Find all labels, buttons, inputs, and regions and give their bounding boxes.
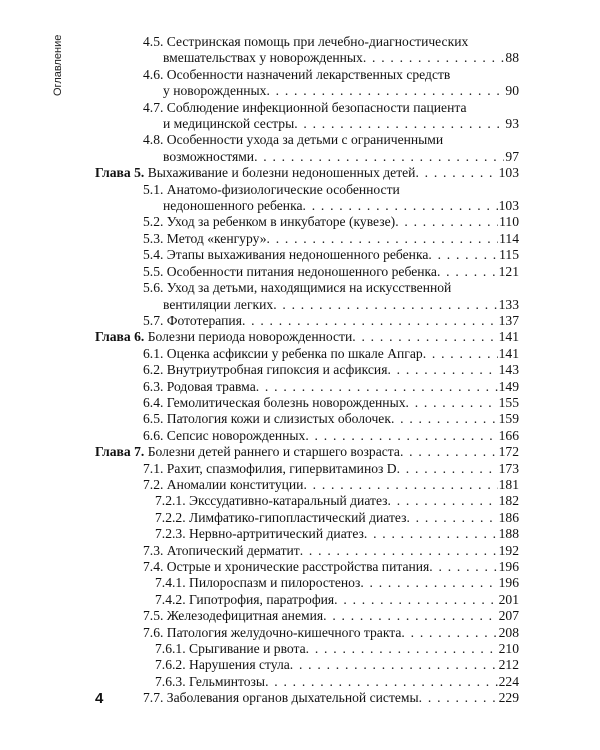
- toc-entry-title: Нервно-артритический диатез: [189, 526, 364, 542]
- dot-leader: [267, 231, 499, 247]
- toc-section-entry[interactable]: [95, 674, 519, 690]
- dot-leader: [429, 559, 497, 575]
- toc-page-number: 155: [498, 394, 519, 410]
- toc-section-entry[interactable]: [95, 690, 519, 706]
- toc-entry-number: 7.2.3.: [155, 526, 186, 542]
- toc-entry-line: [155, 674, 519, 690]
- toc-entry-text: [143, 313, 242, 329]
- toc-entry-title: Уход за детьми, находящимися на искусственной: [166, 280, 452, 296]
- toc-entry-text: [143, 379, 256, 395]
- toc-entry-title: Фототерапия: [166, 312, 242, 328]
- toc-entry-line: [143, 100, 519, 116]
- toc-entry-text: [143, 100, 467, 115]
- toc-entry-number: 6.2.: [143, 362, 164, 378]
- toc-section-entry[interactable]: [95, 411, 519, 427]
- dot-leader: [428, 247, 498, 263]
- toc-entry-number: 6.1.: [143, 345, 164, 361]
- dot-leader: [305, 428, 497, 444]
- toc-entry-line: [143, 428, 519, 444]
- toc-entry-number: 6.6.: [143, 427, 164, 443]
- toc-section-entry[interactable]: [95, 477, 519, 493]
- toc-entry-title: Особенности ухода за детьми с ограниченными: [166, 132, 444, 148]
- toc-entry-text: [143, 214, 395, 230]
- toc-entry-number: 4.8.: [143, 132, 164, 148]
- toc-entry-number: 7.7.: [143, 690, 164, 706]
- toc-entry-number: 5.4.: [143, 247, 164, 263]
- toc-entry-title: вентиляции легких: [163, 296, 274, 312]
- dot-leader: [303, 198, 498, 214]
- toc-entry-line: [143, 608, 519, 624]
- toc-page-number: 186: [498, 509, 519, 525]
- toc-entry-title: недоношенного ребенка: [163, 198, 303, 214]
- toc-entry-title: Аномалии конституции: [166, 476, 304, 492]
- toc-entry-text: [143, 362, 387, 378]
- toc-entry-line: [143, 83, 519, 99]
- page-number: 4: [95, 690, 104, 707]
- toc-entry-number: 7.4.1.: [155, 575, 186, 591]
- toc-entry-text: [95, 444, 400, 460]
- toc-section-entry[interactable]: [95, 592, 519, 608]
- toc-entry-number: 5.6.: [143, 280, 164, 296]
- toc-entry-text: [143, 477, 303, 493]
- toc-page-number: 143: [498, 362, 519, 378]
- dot-leader: [388, 493, 498, 509]
- toc-entry-line: [143, 625, 519, 641]
- toc-entry-title: Атопический дерматит: [166, 542, 300, 558]
- dot-leader: [290, 657, 498, 673]
- toc-entry-line: [95, 165, 519, 181]
- toc-page-number: 182: [498, 493, 519, 509]
- toc-entry-number: 7.4.2.: [155, 591, 186, 607]
- toc-entry-number: 6.3.: [143, 378, 164, 394]
- dot-leader: [363, 50, 505, 66]
- toc-entry-title: Патология кожи и слизистых оболочек: [166, 411, 391, 427]
- toc-entry-text: [143, 395, 406, 411]
- dot-leader: [400, 444, 498, 460]
- toc-section-entry[interactable]: [95, 346, 519, 362]
- toc-entry-line: [143, 50, 519, 66]
- toc-entry-number: 7.6.2.: [155, 657, 186, 673]
- table-of-contents: [95, 34, 519, 707]
- toc-entry-title: Рахит, спазмофилия, гипервитаминоз D: [166, 460, 397, 476]
- toc-entry-title: Срыгивание и рвота: [189, 641, 306, 657]
- toc-section-entry[interactable]: [95, 657, 519, 673]
- dot-leader: [266, 83, 504, 99]
- toc-entry-text: [143, 231, 267, 247]
- toc-section-entry[interactable]: [95, 641, 519, 657]
- dot-leader: [415, 165, 497, 181]
- toc-entry-title: Нарушения стула: [189, 657, 290, 673]
- toc-entry-title: возможностями: [163, 148, 255, 164]
- toc-entry-title: Этапы выхаживания недоношенного ребенка: [166, 247, 429, 263]
- toc-page-number: 149: [498, 378, 519, 394]
- toc-entry-text: [155, 641, 306, 657]
- toc-page-number: 88: [505, 50, 519, 66]
- toc-page-number: 97: [505, 148, 519, 164]
- toc-page-number: 137: [498, 312, 519, 328]
- toc-page-number: 201: [498, 591, 519, 607]
- toc-section-entry[interactable]: [95, 395, 519, 411]
- toc-section-entry[interactable]: [95, 34, 519, 67]
- toc-entry-title: Гемолитическая болезнь новорожденных: [166, 394, 406, 410]
- toc-entry-number: Глава 5.: [95, 165, 145, 181]
- toc-entry-line: [143, 477, 519, 493]
- dot-leader: [406, 395, 498, 411]
- toc-entry-text: [143, 411, 391, 427]
- toc-entry-line: [143, 346, 519, 362]
- toc-entry-text: [95, 329, 352, 345]
- toc-entry-title: Особенности назначений лекарственных средств: [166, 66, 451, 82]
- toc-entry-title: Лимфатико-гипопластический диатез: [189, 509, 407, 525]
- dot-leader: [242, 313, 498, 329]
- toc-page-number: 133: [498, 296, 519, 312]
- toc-entry-line: [143, 362, 519, 378]
- toc-section-entry[interactable]: [95, 100, 519, 133]
- dot-leader: [265, 674, 498, 690]
- toc-entry-number: Глава 7.: [95, 444, 145, 460]
- toc-entry-text: [155, 592, 334, 608]
- toc-entry-line: [143, 34, 519, 50]
- toc-entry-title: Внутриутробная гипоксия и асфиксия: [166, 362, 388, 378]
- dot-leader: [300, 543, 498, 559]
- dot-leader: [397, 461, 498, 477]
- dot-leader: [273, 297, 497, 313]
- toc-entry-text: [163, 198, 303, 214]
- toc-entry-line: [143, 214, 519, 230]
- toc-entry-number: 7.2.2.: [155, 509, 186, 525]
- dot-leader: [323, 608, 497, 624]
- toc-entry-number: 5.3.: [143, 230, 164, 246]
- toc-page-number: 210: [498, 641, 519, 657]
- toc-entry-number: 7.3.: [143, 542, 164, 558]
- dot-leader: [391, 411, 498, 427]
- toc-entry-text: [155, 657, 290, 673]
- toc-section-entry[interactable]: [95, 543, 519, 559]
- dot-leader: [364, 526, 498, 542]
- toc-entry-title: Особенности питания недоношенного ребенка: [166, 263, 437, 279]
- toc-section-entry[interactable]: [95, 280, 519, 313]
- dot-leader: [437, 264, 498, 280]
- toc-entry-number: 4.5.: [143, 34, 164, 49]
- toc-entry-line: [143, 395, 519, 411]
- toc-entry-line: [143, 313, 519, 329]
- toc-entry-title: Оценка асфиксии у ребенка по шкале Апгар: [166, 345, 423, 361]
- toc-entry-number: 7.6.3.: [155, 673, 186, 689]
- toc-entry-line: [155, 641, 519, 657]
- toc-entry-title: Родовая травма: [166, 378, 256, 394]
- toc-section-entry[interactable]: [95, 625, 519, 641]
- dot-leader: [387, 362, 497, 378]
- toc-entry-line: [143, 297, 519, 313]
- toc-entry-text: [143, 428, 305, 444]
- toc-page-number: 90: [505, 83, 519, 99]
- toc-page-number: 159: [498, 411, 519, 427]
- toc-entry-number: 7.2.1.: [155, 493, 186, 509]
- toc-entry-text: [163, 297, 273, 313]
- toc-entry-title: Острые и хронические расстройства питания: [166, 559, 430, 574]
- toc-page-number: 103: [498, 165, 519, 181]
- dot-leader: [254, 149, 504, 165]
- toc-chapter-entry[interactable]: [95, 329, 519, 345]
- toc-entry-text: [143, 182, 400, 197]
- toc-entry-text: [163, 116, 294, 132]
- toc-entry-text: [143, 346, 423, 362]
- toc-entry-number: 5.5.: [143, 263, 164, 279]
- toc-section-entry[interactable]: [95, 575, 519, 591]
- toc-entry-line: [143, 379, 519, 395]
- toc-page-number: 172: [498, 444, 519, 460]
- toc-page-number: 196: [498, 575, 519, 591]
- toc-entry-number: 4.7.: [143, 99, 164, 115]
- toc-entry-line: [143, 116, 519, 132]
- toc-entry-text: [143, 559, 429, 575]
- toc-section-entry[interactable]: [95, 247, 519, 263]
- dot-leader: [423, 346, 498, 362]
- dot-leader: [256, 379, 498, 395]
- toc-entry-line: [143, 264, 519, 280]
- toc-page-number: 224: [498, 673, 519, 689]
- toc-entry-title: и медицинской сестры: [163, 116, 295, 132]
- toc-entry-number: 7.4.: [143, 559, 164, 574]
- toc-page-number: 121: [498, 263, 519, 279]
- toc-section-entry[interactable]: [95, 264, 519, 280]
- toc-entry-text: [155, 493, 388, 509]
- toc-entry-text: [143, 625, 401, 641]
- toc-section-entry[interactable]: [95, 510, 519, 526]
- toc-entry-text: [155, 526, 364, 542]
- dot-leader: [352, 329, 497, 345]
- toc-entry-title: у новорожденных: [163, 83, 267, 99]
- toc-section-entry[interactable]: [95, 608, 519, 624]
- toc-section-entry[interactable]: [95, 362, 519, 378]
- toc-section-entry[interactable]: [95, 313, 519, 329]
- toc-section-entry[interactable]: [95, 231, 519, 247]
- toc-entry-number: 7.1.: [143, 460, 164, 476]
- toc-section-entry[interactable]: [95, 559, 519, 575]
- dot-leader: [401, 625, 497, 641]
- toc-entry-line: [155, 657, 519, 673]
- toc-entry-text: [95, 165, 415, 181]
- toc-entry-title: Гипотрофия, паратрофия: [189, 591, 335, 607]
- toc-entry-text: [143, 264, 437, 280]
- toc-entry-text: [143, 280, 451, 295]
- toc-entry-line: [95, 329, 519, 345]
- toc-entry-line: [143, 132, 519, 148]
- toc-page-number: 212: [498, 657, 519, 673]
- toc-entry-title: Сепсис новорожденных: [166, 427, 306, 443]
- toc-entry-line: [143, 231, 519, 247]
- toc-page-number: 166: [498, 427, 519, 443]
- toc-entry-line: [143, 690, 519, 706]
- dot-leader: [334, 592, 497, 608]
- toc-entry-line: [143, 559, 519, 575]
- toc-entry-title: Выхаживание и болезни недоношенных детей: [147, 165, 416, 181]
- toc-entry-text: [155, 510, 406, 526]
- toc-section-entry[interactable]: [95, 526, 519, 542]
- toc-page-number: 196: [498, 559, 519, 574]
- toc-entry-text: [143, 690, 419, 706]
- toc-section-entry[interactable]: [95, 67, 519, 100]
- toc-entry-number: 7.6.: [143, 624, 164, 640]
- toc-page-number: 110: [499, 214, 519, 230]
- toc-entry-line: [143, 461, 519, 477]
- toc-entry-number: 7.6.1.: [155, 641, 186, 657]
- toc-entry-title: Гельминтозы: [189, 673, 266, 689]
- toc-entry-title: Болезни детей раннего и старшего возраста: [147, 444, 400, 460]
- toc-entry-number: 6.4.: [143, 394, 164, 410]
- toc-entry-number: Глава 6.: [95, 329, 145, 345]
- toc-section-entry[interactable]: [95, 132, 519, 165]
- toc-entry-line: [155, 493, 519, 509]
- toc-chapter-entry[interactable]: [95, 165, 519, 181]
- toc-entry-number: 5.7.: [143, 312, 164, 328]
- dot-leader: [294, 116, 504, 132]
- toc-page-number: 115: [499, 247, 519, 263]
- toc-entry-title: Уход за ребенком в инкубаторе (кувезе): [166, 214, 396, 230]
- toc-page-number: 103: [498, 198, 519, 214]
- toc-entry-title: Болезни периода новорожденности: [147, 329, 353, 345]
- toc-entry-line: [143, 280, 519, 296]
- toc-entry-number: 5.2.: [143, 214, 164, 230]
- toc-page-number: 208: [498, 624, 519, 640]
- toc-page-number: 188: [498, 526, 519, 542]
- toc-page-number: 173: [498, 460, 519, 476]
- toc-entry-title: Патология желудочно-кишечного тракта: [166, 624, 402, 640]
- toc-entry-number: 5.1.: [143, 181, 164, 197]
- toc-entry-line: [143, 411, 519, 427]
- dot-leader: [395, 214, 498, 230]
- toc-page-number: 93: [505, 116, 519, 132]
- toc-section-entry[interactable]: [95, 493, 519, 509]
- toc-entry-line: [95, 444, 519, 460]
- toc-entry-title: Сестринская помощь при лечебно-диагностических: [166, 34, 469, 49]
- toc-entry-number: 4.6.: [143, 66, 164, 82]
- dot-leader: [306, 641, 498, 657]
- toc-entry-line: [155, 526, 519, 542]
- toc-entry-line: [155, 592, 519, 608]
- toc-entry-line: [143, 182, 519, 198]
- toc-page-number: 229: [498, 690, 519, 706]
- toc-entry-title: вмешательствах у новорожденных: [163, 50, 363, 66]
- toc-entry-title: Анатомо-физиологические особенности: [166, 181, 400, 197]
- toc-section-entry[interactable]: [95, 428, 519, 444]
- toc-entry-text: [143, 461, 397, 477]
- dot-leader: [303, 477, 497, 493]
- toc-page-number: 181: [498, 476, 519, 492]
- toc-entry-text: [143, 132, 443, 147]
- toc-entry-line: [155, 575, 519, 591]
- dot-leader: [419, 690, 498, 706]
- toc-entry-text: [163, 83, 266, 99]
- toc-entry-text: [143, 67, 450, 82]
- toc-entry-text: [163, 50, 363, 66]
- toc-entry-title: Пилороспазм и пилоростеноз: [189, 575, 361, 591]
- toc-page-number: 192: [498, 542, 519, 558]
- toc-entry-line: [143, 247, 519, 263]
- toc-entry-title: Экссудативно-катаральный диатез: [189, 493, 388, 509]
- toc-entry-text: [143, 543, 300, 559]
- toc-entry-title: Соблюдение инфекционной безопасности пациента: [166, 99, 467, 115]
- toc-entry-line: [155, 510, 519, 526]
- toc-entry-text: [143, 608, 323, 624]
- toc-section-entry[interactable]: [95, 182, 519, 215]
- toc-entry-text: [163, 149, 254, 165]
- toc-entry-line: [143, 149, 519, 165]
- toc-section-entry[interactable]: [95, 214, 519, 230]
- toc-section-entry[interactable]: [95, 379, 519, 395]
- toc-page-number: 114: [499, 230, 519, 246]
- toc-section-entry[interactable]: [95, 461, 519, 477]
- running-header-text: Оглавление: [52, 34, 64, 96]
- toc-entry-title: Заболевания органов дыхательной системы: [166, 690, 419, 706]
- dot-leader: [360, 575, 497, 591]
- toc-entry-text: [155, 575, 360, 591]
- toc-entry-text: [143, 34, 468, 49]
- toc-entry-text: [155, 674, 265, 690]
- dot-leader: [406, 510, 497, 526]
- toc-entry-line: [143, 198, 519, 214]
- toc-page-number: 141: [498, 345, 519, 361]
- toc-entry-text: [143, 247, 428, 263]
- toc-entry-title: Метод «кенгуру»: [166, 230, 267, 246]
- toc-entry-number: 6.5.: [143, 411, 164, 427]
- toc-entry-line: [143, 543, 519, 559]
- toc-entry-number: 7.5.: [143, 608, 164, 624]
- toc-entry-title: Железодефицитная анемия: [166, 608, 324, 624]
- toc-chapter-entry[interactable]: [95, 444, 519, 460]
- toc-entry-line: [143, 67, 519, 83]
- toc-entry-number: 7.2.: [143, 476, 164, 492]
- toc-page-number: 207: [498, 608, 519, 624]
- toc-page-number: 141: [498, 329, 519, 345]
